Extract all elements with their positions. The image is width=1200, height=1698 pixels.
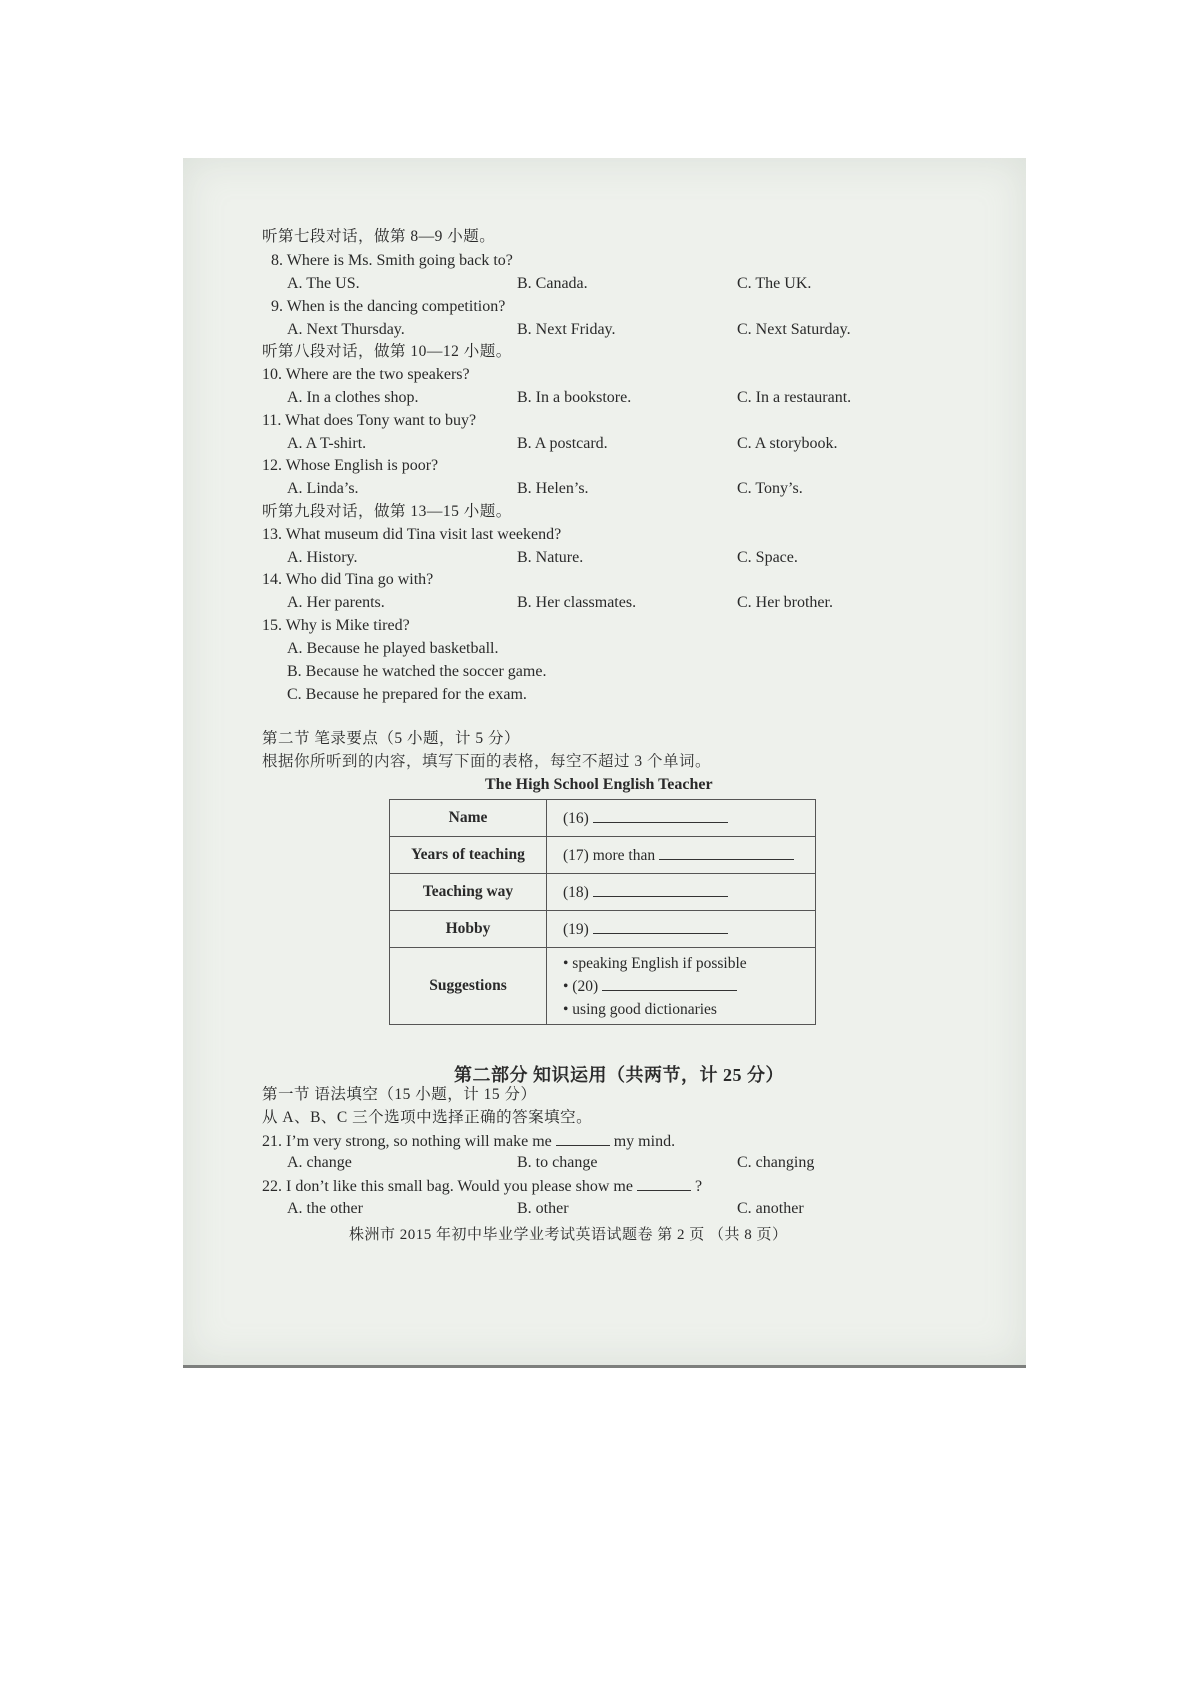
instruction-text: 从 A、B、C 三个选项中选择正确的答案填空。 xyxy=(262,1109,593,1126)
option-c: C. Space. xyxy=(737,549,798,566)
answer-blank xyxy=(593,882,728,897)
section-heading: 听第七段对话，做第 8—9 小题。 xyxy=(262,228,496,245)
answer-blank xyxy=(593,808,728,823)
answer-blank xyxy=(556,1131,610,1146)
option-a: A. Her parents. xyxy=(287,594,385,611)
question-stem: 9. When is the dancing competition? xyxy=(271,298,506,315)
table-row xyxy=(390,837,816,874)
option-c: C. Her brother. xyxy=(737,594,833,611)
blank-number: (18) xyxy=(563,884,589,901)
table-row xyxy=(390,948,816,1025)
answer-blank xyxy=(593,919,728,934)
option-b: B. A postcard. xyxy=(517,435,608,452)
option-c: C. Because he prepared for the exam. xyxy=(287,686,527,703)
option-a: A. the other xyxy=(287,1200,363,1217)
option-b: B. Nature. xyxy=(517,549,584,566)
question-stem xyxy=(262,1131,675,1152)
option-b: B. Next Friday. xyxy=(517,321,616,338)
option-b: B. Because he watched the soccer game. xyxy=(287,663,547,680)
table-row xyxy=(390,874,816,911)
question-stem: 10. Where are the two speakers? xyxy=(262,366,470,383)
blank-number: (16) xyxy=(563,810,589,827)
section-heading: 第一节 语法填空（15 小题，计 15 分） xyxy=(262,1086,537,1103)
row-label: Name xyxy=(390,800,547,837)
row-value xyxy=(547,948,816,1025)
question-stem: 12. Whose English is poor? xyxy=(262,457,439,474)
option-b: B. to change xyxy=(517,1154,598,1171)
option-b: B. other xyxy=(517,1200,569,1217)
option-a: A. Because he played basketball. xyxy=(287,640,499,657)
option-a: A. A T-shirt. xyxy=(287,435,367,452)
section-heading: 听第九段对话，做第 13—15 小题。 xyxy=(262,503,512,520)
option-c: C. Next Saturday. xyxy=(737,321,851,338)
row-value xyxy=(547,874,816,911)
instruction-text: 根据你所听到的内容，填写下面的表格，每空不超过 3 个单词。 xyxy=(262,753,712,770)
option-a: A. Next Thursday. xyxy=(287,321,405,338)
option-a: A. The US. xyxy=(287,275,360,292)
stem-text: 22. I don’t like this small bag. Would you please show me xyxy=(262,1178,633,1195)
option-c: C. In a restaurant. xyxy=(737,389,852,406)
stem-text: 21. I’m very strong, so nothing will make me xyxy=(262,1133,552,1150)
option-b: B. Her classmates. xyxy=(517,594,637,611)
option-c: C. A storybook. xyxy=(737,435,838,452)
option-b: B. In a bookstore. xyxy=(517,389,632,406)
notes-table xyxy=(389,799,816,1025)
answer-blank xyxy=(659,845,794,860)
table-row xyxy=(390,800,816,837)
stem-text: my mind. xyxy=(613,1133,676,1150)
option-c: C. The UK. xyxy=(737,275,812,292)
row-value xyxy=(547,837,816,874)
question-stem: 8. Where is Ms. Smith going back to? xyxy=(271,252,513,269)
option-b: B. Helen’s. xyxy=(517,480,589,497)
section-heading: 听第八段对话，做第 10—12 小题。 xyxy=(262,343,512,360)
option-c: C. changing xyxy=(737,1154,815,1171)
page-footer: 株洲市 2015 年初中毕业学业考试英语试题卷 第 2 页 （共 8 页） xyxy=(349,1227,788,1243)
section-heading: 第二节 笔录要点（5 小题，计 5 分） xyxy=(262,730,521,747)
blank-number: (19) xyxy=(563,921,589,938)
option-c: C. Tony’s. xyxy=(737,480,803,497)
option-a: A. Linda’s. xyxy=(287,480,359,497)
row-label: Teaching way xyxy=(390,874,547,911)
row-label: Years of teaching xyxy=(390,837,547,874)
row-label: Suggestions xyxy=(390,948,547,1025)
part-title: 第二部分 知识运用（共两节，计 25 分） xyxy=(454,1065,784,1085)
option-a: A. History. xyxy=(287,549,358,566)
option-c: C. another xyxy=(737,1200,804,1217)
suggestion-item: • using good dictionaries xyxy=(563,1000,717,1018)
suggestion-item xyxy=(563,975,815,998)
table-title: The High School English Teacher xyxy=(485,776,713,793)
row-value xyxy=(547,911,816,948)
stem-text: ? xyxy=(694,1178,703,1195)
option-a: A. change xyxy=(287,1154,352,1171)
suggestion-item: • speaking English if possible xyxy=(563,954,747,972)
row-value xyxy=(547,800,816,837)
question-stem xyxy=(262,1176,702,1197)
row-label: Hobby xyxy=(390,911,547,948)
option-a: A. In a clothes shop. xyxy=(287,389,419,406)
blank-number: • (20) xyxy=(563,977,599,995)
question-stem: 11. What does Tony want to buy? xyxy=(262,412,477,429)
table-row xyxy=(390,911,816,948)
answer-blank xyxy=(637,1176,691,1191)
option-b: B. Canada. xyxy=(517,275,588,292)
question-stem: 14. Who did Tina go with? xyxy=(262,571,434,588)
blank-number: (17) more than xyxy=(563,847,656,864)
question-stem: 15. Why is Mike tired? xyxy=(262,617,410,634)
question-stem: 13. What museum did Tina visit last weekend? xyxy=(262,526,562,543)
answer-blank xyxy=(602,976,737,991)
